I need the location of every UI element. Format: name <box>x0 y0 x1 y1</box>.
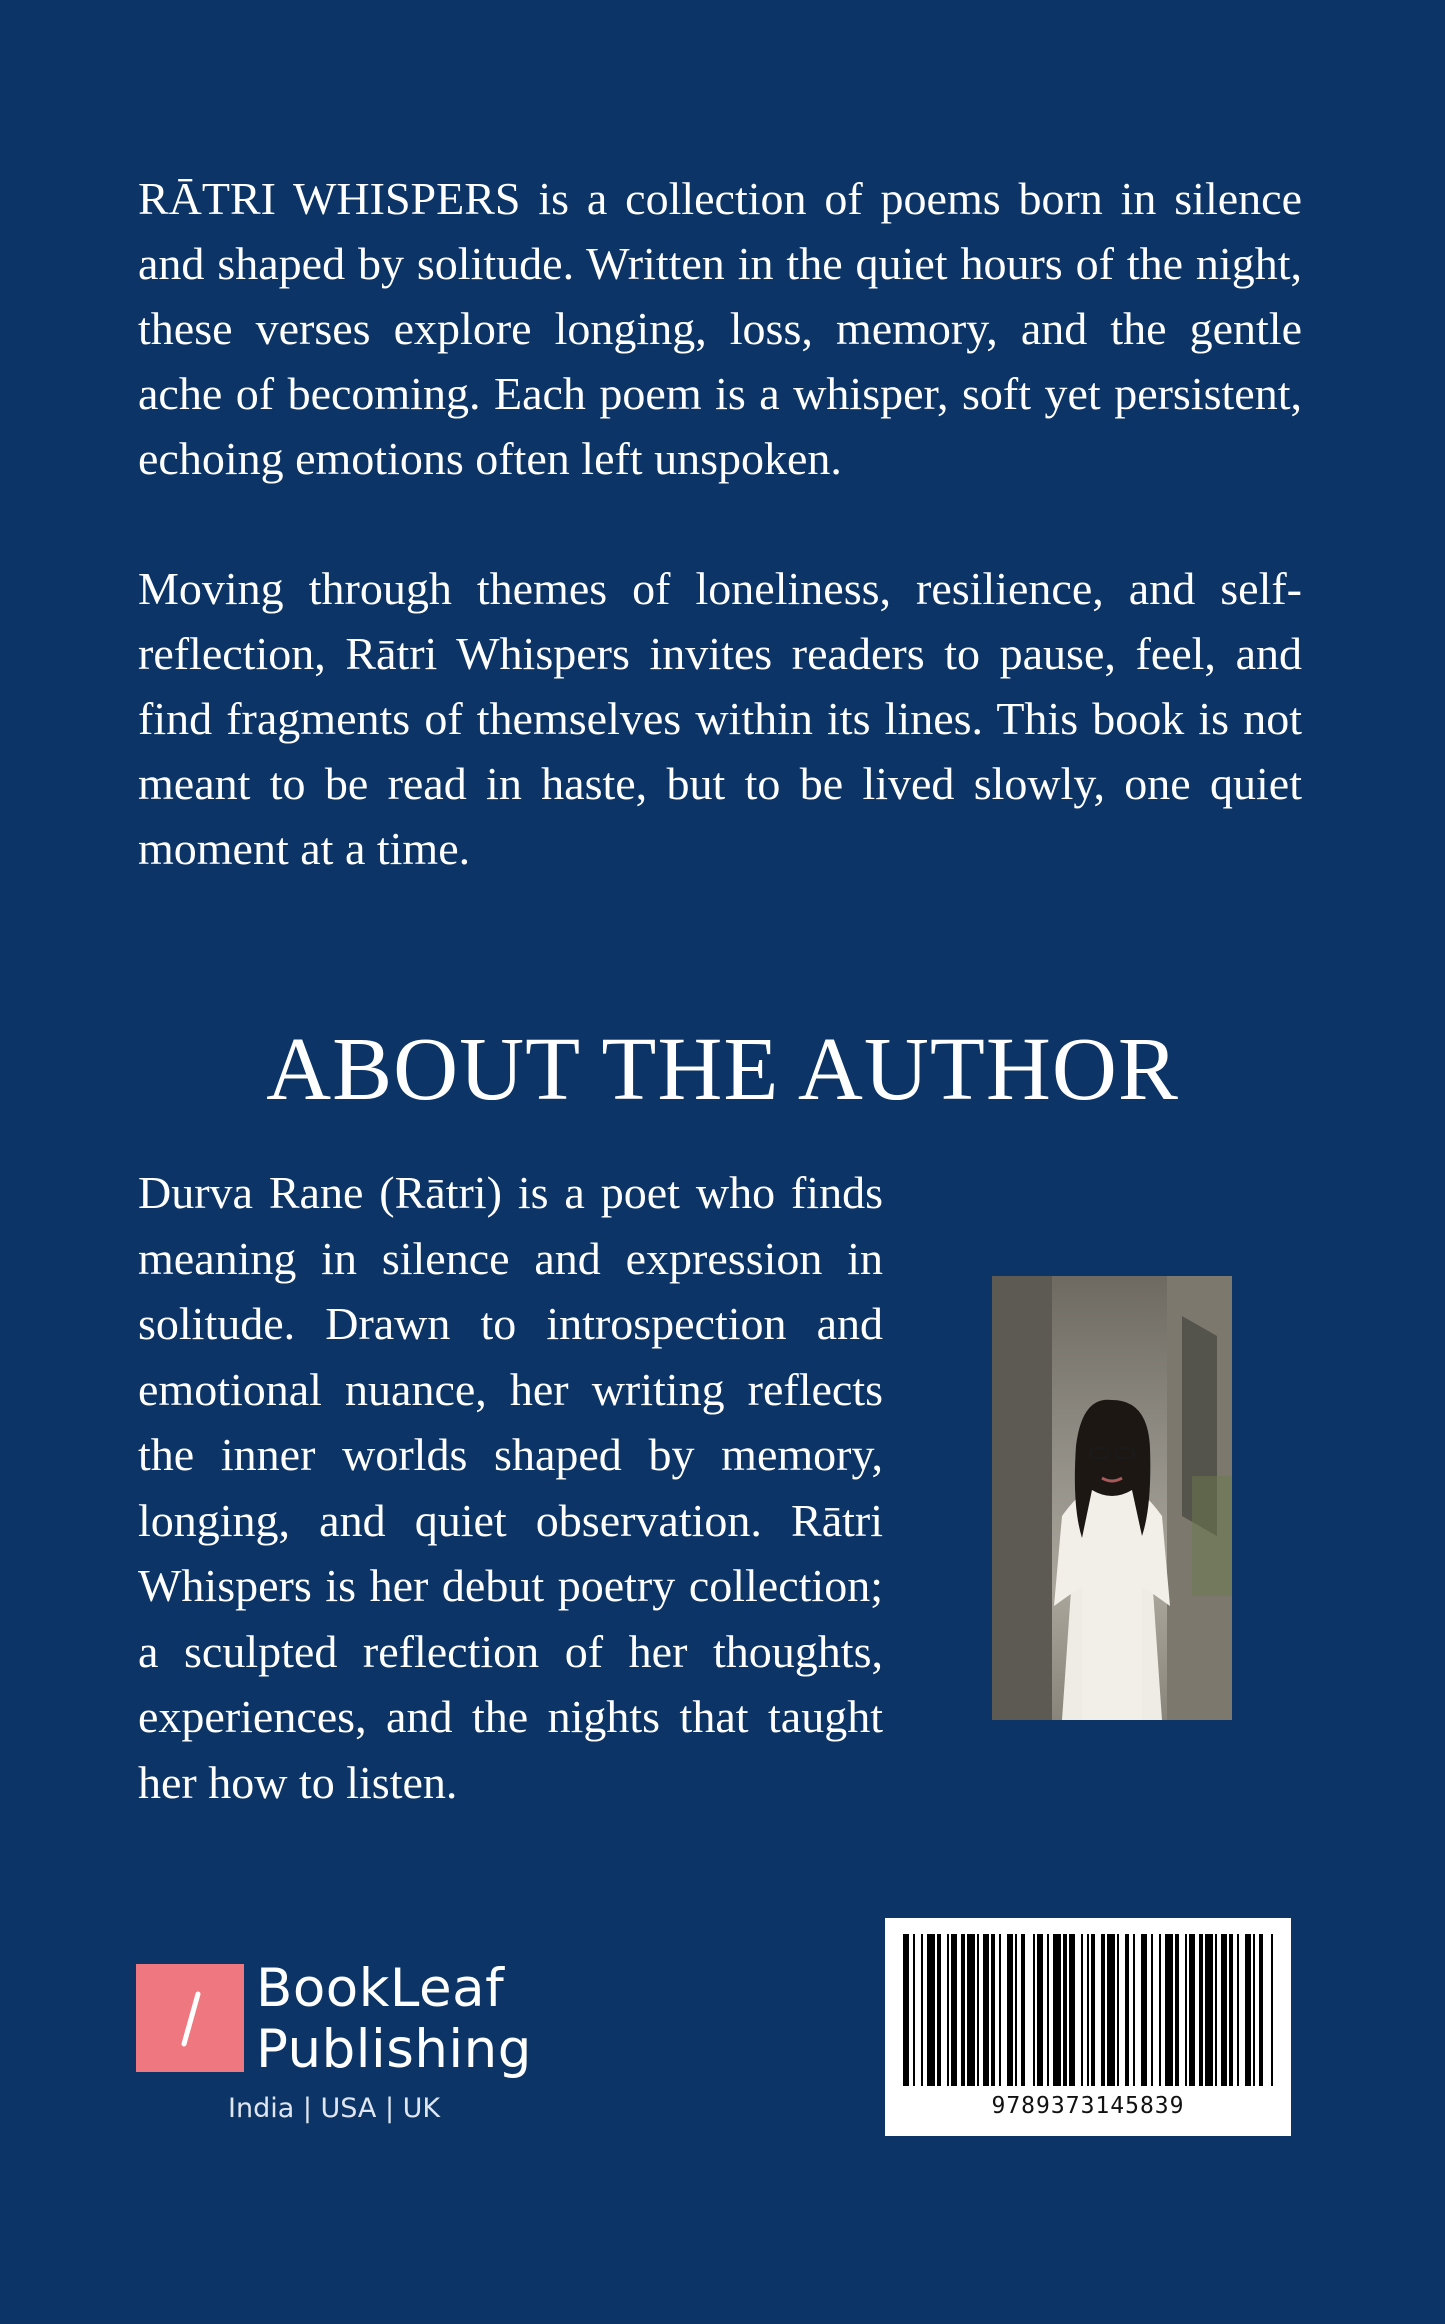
barcode-bar <box>1221 1934 1227 2086</box>
isbn-barcode <box>885 1918 1291 2136</box>
barcode-bar <box>1185 1934 1187 2086</box>
barcode-bar <box>961 1934 965 2086</box>
about-author-heading: ABOUT THE AUTHOR <box>266 1020 1179 1119</box>
barcode-bar <box>937 1934 941 2086</box>
barcode-bar <box>1245 1934 1251 2086</box>
barcode-bar <box>1237 1934 1239 2086</box>
barcode-bar <box>903 1934 909 2086</box>
barcode-bar <box>1081 1934 1083 2086</box>
barcode-bar <box>1229 1934 1233 2086</box>
barcode-bar <box>1087 1934 1089 2086</box>
blurb-paragraph-2: Moving through themes of loneliness, resilience, and self-reflection, Rātri Whispers invites readers to pause, feel, and find fragments of themselves within its lines. This book is not meant to be read in haste, but to be lived slowly, one quiet moment at a time. <box>138 563 1302 874</box>
barcode-bar <box>1037 1934 1043 2086</box>
publisher-logo <box>136 1964 244 2072</box>
barcode-bar <box>1159 1934 1161 2086</box>
barcode-bar <box>1151 1934 1153 2086</box>
barcode-bar <box>1253 1934 1255 2086</box>
barcode-bar <box>1033 1934 1035 2086</box>
author-bio: Durva Rane (Rātri) is a poet who finds meaning in silence and expression in solitude. Drawn to introspection and emotional nuance, her writing reflects the inner worlds shaped by memory, longing, and quiet observation. Rātri Whispers is her debut poetry collection; a sculpted reflection of her thoughts, experiences, and the nights that taught her how to listen. <box>138 1167 883 1808</box>
barcode-bar <box>1063 1934 1067 2086</box>
barcode-bar <box>1015 1934 1017 2086</box>
barcode-bar <box>1199 1934 1203 2086</box>
barcode-bar <box>1141 1934 1147 2086</box>
blurb-paragraph-1: RĀTRI WHISPERS is a collection of poems born in silence and shaped by solitude. Written in the quiet hours of the night, these verses explore longing, loss, memory, and the gentle ache of becoming. Each poem is a whisper, soft yet persistent, echoing emotions often left unspoken. <box>138 173 1302 484</box>
barcode-bar <box>1165 1934 1173 2086</box>
barcode-bar <box>1047 1934 1049 2086</box>
barcode-bar <box>1021 1934 1025 2086</box>
barcode-bar <box>1117 1934 1119 2086</box>
barcode-bar <box>991 1934 995 2086</box>
barcode-bar <box>1189 1934 1195 2086</box>
isbn-number: 9789373145839 <box>991 2093 1185 2119</box>
barcode-bar <box>921 1934 923 2086</box>
barcode-bar <box>999 1934 1001 2086</box>
barcode-bar <box>1101 1934 1105 2086</box>
barcode-bar <box>1271 1934 1273 2086</box>
publisher-name <box>256 1958 532 2080</box>
barcode-bar <box>1091 1934 1095 2086</box>
barcode-bar <box>951 1934 957 2086</box>
barcode-bar <box>1205 1934 1213 2086</box>
barcode-bar <box>967 1934 975 2086</box>
barcode-bar <box>1215 1934 1217 2086</box>
barcode-bar <box>947 1934 949 2086</box>
publisher-name-line-2: Publishing <box>256 2019 532 2080</box>
barcode-bar <box>1175 1934 1179 2086</box>
barcode-bar <box>1259 1934 1263 2086</box>
barcode-bar <box>1125 1934 1129 2086</box>
barcode-bar <box>1053 1934 1061 2086</box>
publisher-name-line-1: BookLeaf <box>256 1958 505 2019</box>
publisher-countries: India | USA | UK <box>228 2093 441 2124</box>
barcode-bar <box>983 1934 989 2086</box>
barcode-bar <box>1133 1934 1135 2086</box>
barcode-bars <box>885 1918 1291 2093</box>
barcode-bar <box>1069 1934 1075 2086</box>
barcode-bar <box>977 1934 979 2086</box>
barcode-bar <box>1007 1934 1013 2086</box>
barcode-bar <box>927 1934 935 2086</box>
barcode-bar <box>913 1934 915 2086</box>
author-photo <box>992 1276 1232 1720</box>
barcode-bar <box>1107 1934 1115 2086</box>
